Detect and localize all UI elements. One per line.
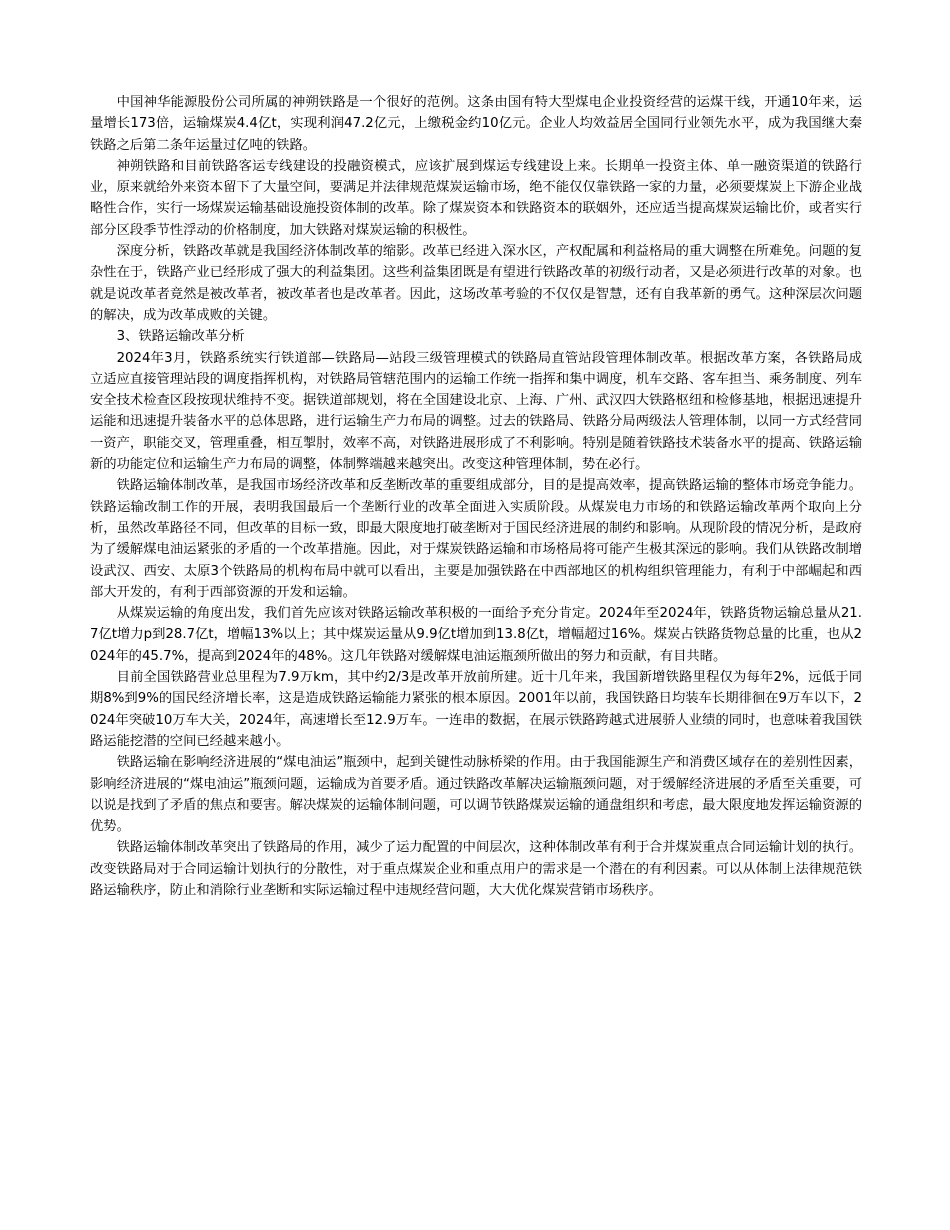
document-page	[90, 92, 862, 901]
paragraph-reform-analysis: 深度分析，铁路改革就是我国经济体制改革的缩影。改革已经进入深水区，产权配属和利益格局的重大调整在所难免。问题的复杂性在于，铁路产业已经形成了强大的利益集团。这些利益集团既是有望进行铁路改革的初级行动者，又是必须进行改革的对象。也就是说改革者竟然是被改革者，被改革者也是改革者。因此，这场改革考验的不仅仅是智慧，还有自我革新的勇气。这种深层次问题的解决，成为改革成败的关键。	[90, 244, 862, 323]
paragraph-management-reform: 2024年3月，铁路系统实行铁道部—铁路局—站段三级管理模式的铁路局直管站段管理体制改革。根据改革方案，各铁路局成立适应直接管理站段的调度指挥机构，对铁路局管辖范围内的运输工作统一指挥和集中调度，机车交路、客车担当、乘务制度、列车安全技术检查区段按现状维持不变。据铁道部规划，将在全国建设北京、上海、广州、武汉四大铁路枢纽和检修基地，根据迅速提升运能和迅速提升装备水平的总体思路，进行运输生产力布局的调整。过去的铁路局、铁路分局两级法人管理体制，以同一方式经营同一资产，职能交叉，管理重叠，相互掣肘，效率不高，对铁路进展形成了不利影响。特别是随着铁路技术装备水平的提高、铁路运输新的功能定位和运输生产力布局的调整，体制弊端越来越突出。改变这种管理体制，势在必行。	[90, 350, 862, 473]
paragraph-bottleneck: 铁路运输在影响经济进展的“煤电油运”瓶颈中，起到关键性动脉桥梁的作用。由于我国能源生产和消费区域存在的差别性因素，影响经济进展的“煤电油运”瓶颈问题，运输成为首要矛盾。通过铁路改革解决运输瓶颈问题，对于缓解经济进展的矛盾至关重要，可以说是找到了矛盾的焦点和要害。解决煤炭的运输体制问题，可以调节铁路煤炭运输的通盘组织和考虑，最大限度地发挥运输资源的优势。	[90, 755, 862, 835]
paragraph-bureau-role: 铁路运输体制改革突出了铁路局的作用，减少了运力配置的中间层次，这种体制改革有利于合并煤炭重点合同运输计划的执行。改变铁路局对于合同运输计划执行的分散性，对于重点煤炭企业和重点用户的需求是一个潜在的有利因素。可以从体制上法律规范铁路运输秩序，防止和消除行业垄断和实际运输过程中违规经营问题，大大优化煤炭营销市场秩序。	[90, 840, 862, 898]
section-heading: 3、铁路运输改革分析	[116, 329, 245, 345]
paragraph-railway-mileage: 目前全国铁路营业总里程为7.9万km，其中约2/3是改革开放前所建。近十几年来，我国新增铁路里程仅为每年2%，远低于同期8%到9%的国民经济增长率，这是造成铁路运输能力紧张的根本原因。2001年以前，我国铁路日均装车长期徘徊在9万车以下，2024年突破10万车大关，2024年，高速增长至12.9万车。一连串的数据，在展示铁路跨越式进展骄人业绩的同时，也意味着我国铁路运能挖潜的空间已经越来越小。	[90, 670, 862, 749]
paragraph-coal-transport: 从煤炭运输的角度出发，我们首先应该对铁路运输改革积极的一面给予充分肯定。2024年至2024年，铁路货物运输总量从21.7亿t增力p到28.7亿t，增幅13%以上；其中煤炭运量从9.9亿t增加到13.8亿t，增幅超过16%。煤炭占铁路货物总量的比重，也从2024年的45.7%，提高到2024年的48%。这几年铁路对缓解煤电油运瓶颈所做出的努力和贡献，有目共睹。	[90, 606, 862, 664]
paragraph-system-reform: 铁路运输体制改革，是我国市场经济改革和反垄断改革的重要组成部分，目的是提高效率，提高铁路运输的整体市场竞争能力。铁路运输改制工作的开展，表明我国最后一个垄断行业的改革全面进入实质阶段。从煤炭电力市场的和铁路运输改革两个取向上分析，虽然改革路径不同，但改革的目标一致，即最大限度地打破垄断对于国民经济进展的制约和影响。从现阶段的情况分析，是政府为了缓解煤电油运紧张的矛盾的一个改革措施。因此，对于煤炭铁路运输和市场格局将可能产生极其深远的影响。我们从铁路改制增设武汉、西安、太原3个铁路局的机构布局中就可以看出，主要是加强铁路在中西部地区的机构组织管理能力，有利于中部崛起和西部大开发的，有利于西部资源的开发和运输。	[90, 478, 862, 600]
paragraph-shenshuo-example: 中国神华能源股份公司所属的神朔铁路是一个很好的范例。这条由国有特大型煤电企业投资经营的运煤干线，开通10年来，运量增长173倍，运输煤炭4.4亿t，实现利润47.2亿元，上缴税金约10亿元。企业人均效益居全国同行业领先水平，成为我国继大秦铁路之后第二条年运量过亿吨的铁路。	[90, 95, 862, 153]
paragraph-investment-model: 神朔铁路和目前铁路客运专线建设的投融资模式，应该扩展到煤运专线建设上来。长期单一投资主体、单一融资渠道的铁路行业，原来就给外来资本留下了大量空间，要满足并法律规范煤炭运输市场，绝不能仅仅靠铁路一家的力量，必须要煤炭上下游企业战略性合作，实行一场煤炭运输基础设施投资体制的改革。除了煤炭资本和铁路资本的联姻外，还应适当提高煤炭运输比价，或者实行部分区段季节性浮动的价格制度，加大铁路对煤炭运输的积极性。	[90, 158, 862, 238]
